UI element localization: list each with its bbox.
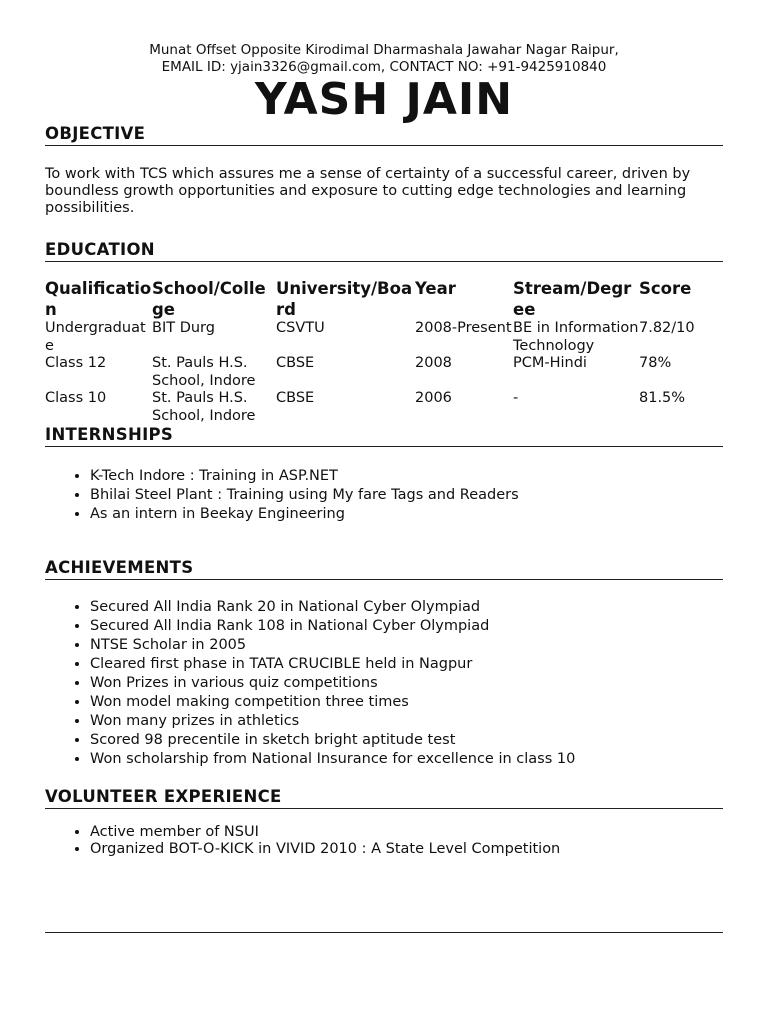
cell: St. Pauls H.S. School, Indore <box>152 355 256 389</box>
volunteer-list <box>45 824 723 858</box>
cell: BIT Durg <box>152 320 215 336</box>
cell: BE in Information Technology <box>513 320 639 354</box>
internships-heading: INTERNSHIPS <box>45 425 723 447</box>
col-score: Score <box>639 279 692 298</box>
education-header-row <box>45 278 723 320</box>
contact-line: EMAIL ID: yjain3326@gmail.com, CONTACT NO: +91-9425910840 <box>161 59 607 75</box>
list-item: • Won model making competition three times <box>90 693 723 712</box>
cell: 7.82/10 <box>639 320 695 336</box>
resume-page <box>45 42 723 858</box>
cell: Class 10 <box>45 390 107 406</box>
list-item: • As an intern in Beekay Engineering <box>90 505 723 524</box>
cell: 2006 <box>415 390 452 406</box>
col-stream: Stream/Degree <box>513 279 632 319</box>
achievements-list <box>45 598 723 769</box>
cell: 78% <box>639 355 672 371</box>
cell: 81.5% <box>639 390 686 406</box>
col-school: School/College <box>152 279 266 319</box>
list-item: • Secured All India Rank 20 in National Cyber Olympiad <box>90 598 723 617</box>
education-heading: EDUCATION <box>45 240 723 262</box>
list-item: • NTSE Scholar in 2005 <box>90 636 723 655</box>
list-item: • Secured All India Rank 108 in National Cyber Olympiad <box>90 617 723 636</box>
list-item: • Active member of NSUI <box>90 824 723 841</box>
address-line: Munat Offset Opposite Kirodimal Dharmashala Jawahar Nagar Raipur, <box>149 42 619 58</box>
table-row <box>45 355 723 390</box>
objective-text: To work with TCS which assures me a sense of certainty of a successful career, driven by boundless growth opportunities and exposure to cutting edge technologies and learning possibilities. <box>45 166 691 216</box>
list-item: • Won scholarship from National Insurance for excellence in class 10 <box>90 750 723 769</box>
internships-list <box>45 467 723 524</box>
list-item: • Won many prizes in athletics <box>90 712 723 731</box>
col-university: University/Board <box>276 279 413 319</box>
list-item: • K-Tech Indore : Training in ASP.NET <box>90 467 723 486</box>
list-item: • Won Prizes in various quiz competitions <box>90 674 723 693</box>
list-item: • Scored 98 precentile in sketch bright aptitude test <box>90 731 723 750</box>
table-row <box>45 320 723 355</box>
education-table <box>45 278 723 425</box>
cell: St. Pauls H.S. School, Indore <box>152 390 256 424</box>
cell: - <box>513 390 519 406</box>
col-year: Year <box>415 279 456 298</box>
achievements-heading: ACHIEVEMENTS <box>45 558 723 580</box>
cell: 2008 <box>415 355 452 371</box>
objective-heading: OBJECTIVE <box>45 124 723 146</box>
list-item: • Cleared first phase in TATA CRUCIBLE held in Nagpur <box>90 655 723 674</box>
list-item: • Organized BOT-O-KICK in VIVID 2010 : A State Level Competition <box>90 841 723 858</box>
volunteer-heading: VOLUNTEER EXPERIENCE <box>45 787 723 809</box>
cell: 2008-Present <box>415 320 512 336</box>
cell: Undergraduate <box>45 320 146 354</box>
col-qualification: Qualification <box>45 279 152 319</box>
list-item: • Bhilai Steel Plant : Training using My fare Tags and Readers <box>90 486 723 505</box>
footer-divider <box>45 932 723 933</box>
cell: PCM-Hindi <box>513 355 587 371</box>
cell: CBSE <box>276 355 315 371</box>
cell: CSVTU <box>276 320 325 336</box>
cell: CBSE <box>276 390 315 406</box>
cell: Class 12 <box>45 355 107 371</box>
candidate-name: YASH JAIN <box>254 74 514 125</box>
table-row <box>45 390 723 425</box>
